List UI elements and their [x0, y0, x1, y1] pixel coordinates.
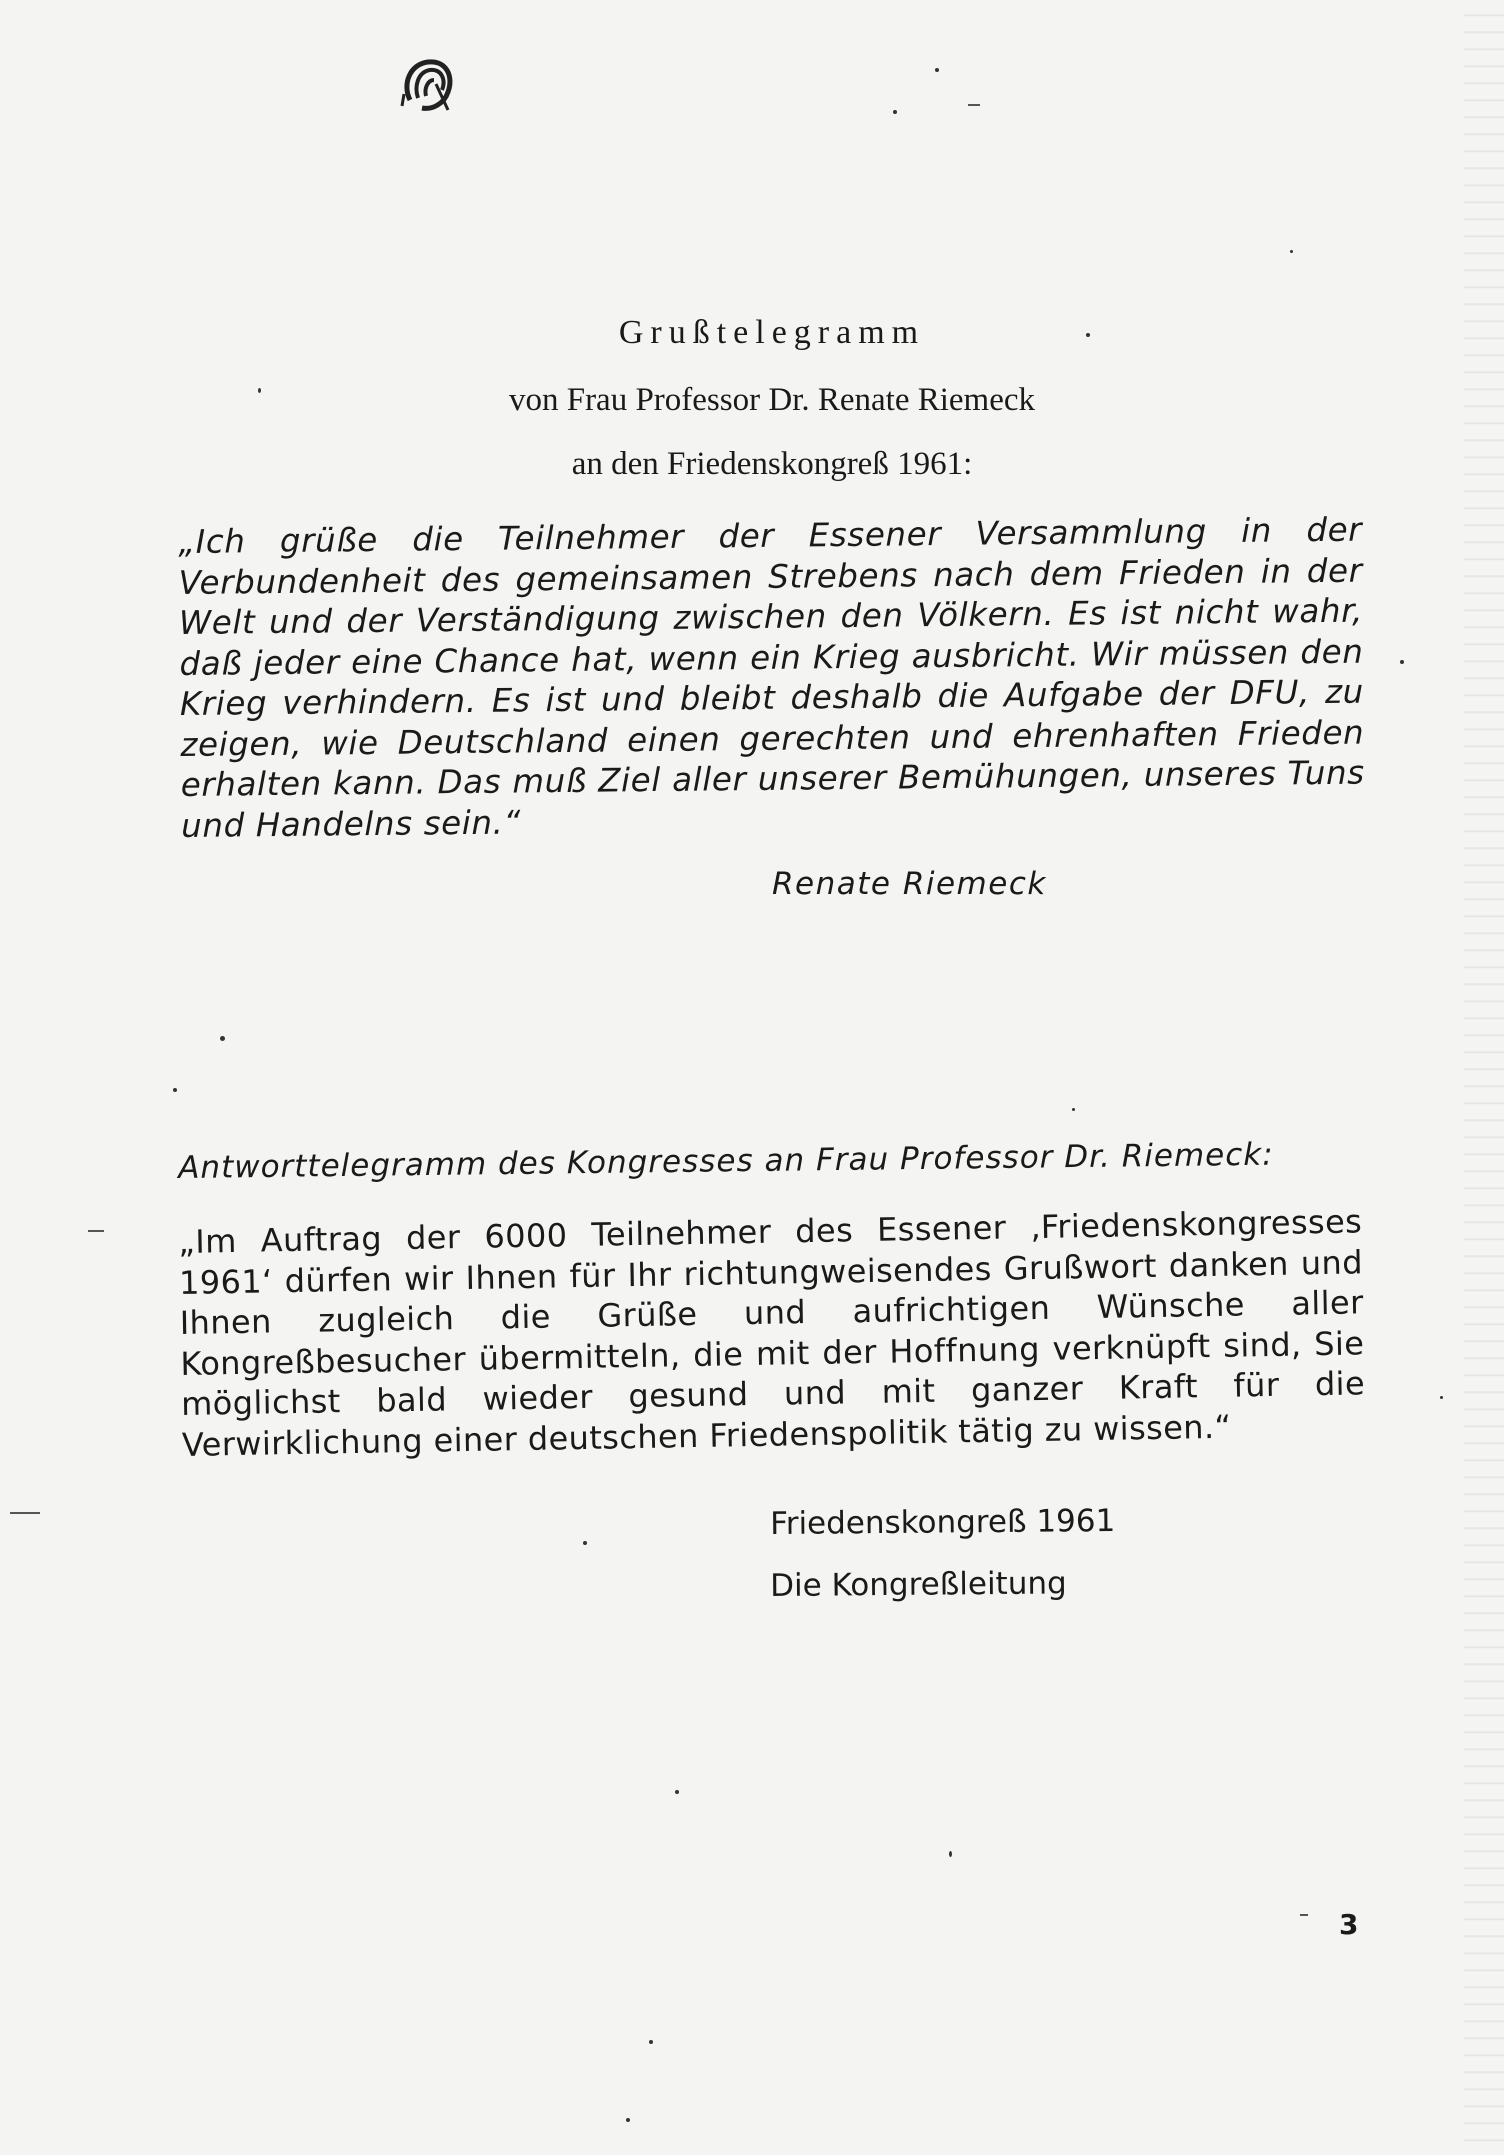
scan-speck	[1290, 250, 1293, 253]
scan-speck	[649, 2040, 653, 2044]
scan-speck	[583, 1541, 587, 1545]
page-number: 3	[1339, 1908, 1359, 1941]
reply-text: „Im Auftrag der 6000 Teilnehmer des Essener ‚Friedenskongresses 1961‘ dürfen wir Ihnen für Ihr richtungweisendes Grußwort danken und Ihnen zugleich die Grüße und aufrichtigen Wünsche aller Kongreßbesucher übermitteln, die mit der Hoffnung verknüpft sind, Sie möglichst bald wieder gesund und mit ganzer Kraft für die Verwirklichung einer deutschen Friedenspolitik tätig zu wissen.“	[178, 1202, 1366, 1464]
sender-line: von Frau Professor Dr. Renate Riemeck	[508, 382, 1036, 418]
archive-stamp-icon	[396, 54, 460, 118]
scan-speck	[88, 1230, 104, 1232]
greeting-text: „Ich grüße die Teilnehmer der Essener Versammlung in der Verbundenheit des gemeinsamen Strebens nach dem Frieden in der Welt und der Verständigung zwischen den Völkern. Es ist nicht wahr, daß jeder eine Chance hat, wenn ein Krieg ausbricht. Wir müssen den Krieg verhindern. Es ist und bleibt deshalb die Aufgabe der DFU, zu zeigen, wie Deutschland einen gerechten und ehrenhaften Frieden erhalten kann. Das muß Ziel aller unserer Bemühungen, unseres Tuns und Handelns sein.“	[178, 510, 1365, 845]
scan-speck	[220, 1036, 225, 1041]
scan-speck	[1440, 1396, 1443, 1399]
scan-speck	[173, 1088, 177, 1092]
scan-speck	[1072, 1108, 1075, 1111]
document-title: Grußtelegramm	[618, 314, 926, 351]
scan-speck	[10, 1512, 40, 1514]
greeting-signature: Renate Riemeck	[772, 866, 1047, 902]
scan-speck	[968, 104, 980, 106]
reply-heading: Antworttelegramm des Kongresses an Frau Professor Dr. Riemeck:	[178, 1136, 1274, 1186]
scan-speck	[935, 68, 939, 72]
scan-speck	[1400, 660, 1404, 664]
reply-signature-leadership: Die Kongreßleitung	[770, 1565, 1067, 1604]
scan-speck	[1300, 1914, 1308, 1916]
scan-speck	[893, 110, 897, 114]
scan-speck	[949, 1851, 952, 1857]
scan-speck	[626, 2118, 630, 2122]
recipient-line: an den Friedenskongreß 1961:	[571, 446, 973, 482]
scan-speck	[675, 1790, 679, 1794]
reply-signature-congress: Friedenskongreß 1961	[770, 1502, 1116, 1542]
